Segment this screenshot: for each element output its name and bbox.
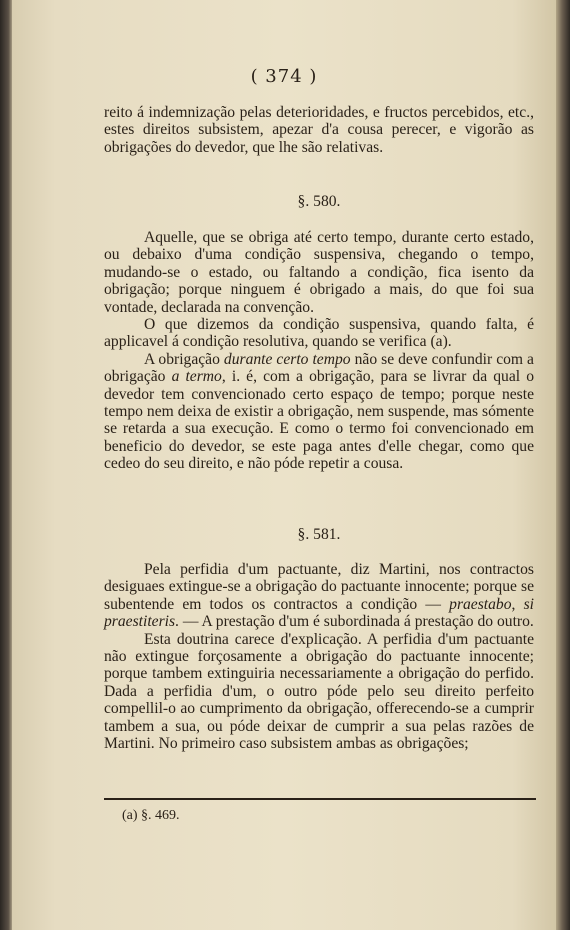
text-run: , i. é, com a obrigação, para se livrar da qual o devedor tem convencionado certo espaço de tempo; porque neste tempo nem deixa de existir a obrigação, nem suspende, mas sómente se retarda a sua execução. E como o termo foi convencionado em beneficio do devedor, se este paga antes d'elle chegar, como que cedeo do seu direito, e não póde repetir a cousa. bbox=[104, 368, 534, 473]
paragraph-581-1 bbox=[104, 561, 534, 631]
paragraph-text: reito á indemnização pelas deterioridades, e fructos percebidos, etc., estes direitos subsistem, apezar d'a cousa perecer, e vigorão as obrigações do devedor, que lhe são relativas. bbox=[104, 104, 534, 156]
book-page bbox=[12, 0, 556, 930]
text-run: Pela perfidia d'um pactuante, diz Martini, nos contractos desiguaes extingue-se a obrigação do pactuante innocente; porque se subentende em todos os contractos a condição — bbox=[104, 561, 534, 613]
paragraph-581-2: Esta doutrina carece d'explicação. A perfidia d'um pactuante não extingue forçosamente a obrigação do pactuante innocente; porque tambem extinguiria necessariamente a obrigação do perfido. Dada a perfidia d'um, o outro póde pelo seu direito perfeito compellil-o ao cumprimento da obrigação, offerecendo-se a cumprir tambem a sua, ou póde deixar de cumprir a sua pelas razões de Martini. No primeiro caso subsistem ambas as obrigações; bbox=[104, 630, 534, 753]
paragraph-580-2: O que dizemos da condição suspensiva, quando falta, é applicavel á condição resolutiva, quando se verifica (a). bbox=[104, 316, 534, 351]
book-right-edge bbox=[554, 0, 570, 930]
footnote-divider bbox=[104, 798, 536, 800]
paragraph-580-1: Aquelle, que se obriga até certo tempo, durante certo estado, ou debaixo d'uma condição suspensiva, chegando o tempo, mudando-se o estado, ou faltando a condição, fica isento da obrigação; porque ninguem é obrigado a mais, do que foi sua vontade, declarada na convenção. bbox=[104, 229, 534, 316]
text-run: A obrigação bbox=[144, 350, 224, 368]
italic-run: praestabo bbox=[449, 595, 512, 613]
page-number: ( 374 ) bbox=[250, 66, 318, 87]
paragraph-continuation bbox=[104, 104, 534, 156]
italic-run: a termo bbox=[171, 368, 222, 386]
italic-run: si praestiteris bbox=[104, 595, 534, 631]
section-heading-580: §. 580. bbox=[297, 193, 341, 210]
section-581-body bbox=[104, 561, 534, 752]
text-run: . — A prestação d'um é subordinada á prestação do outro. bbox=[175, 613, 534, 631]
section-heading-581: §. 581. bbox=[297, 526, 341, 543]
italic-run: durante certo tempo bbox=[223, 350, 351, 368]
paragraph-580-3 bbox=[104, 351, 534, 473]
footnote: (a) §. 469. bbox=[122, 808, 180, 823]
text-run: não se deve confundir com a obrigação bbox=[104, 350, 534, 386]
text-run: , bbox=[511, 595, 524, 613]
section-580-body bbox=[104, 229, 534, 473]
